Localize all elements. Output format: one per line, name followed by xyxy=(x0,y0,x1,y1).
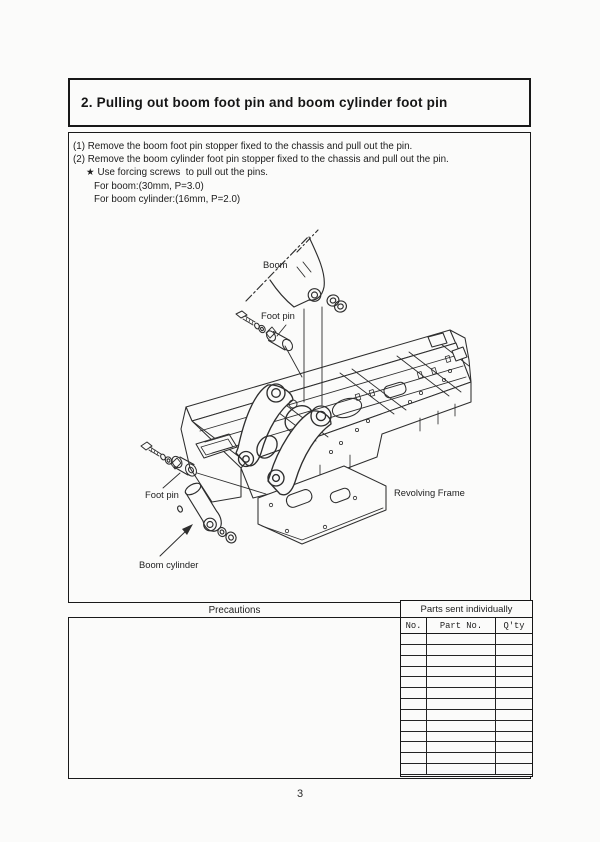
parts-table xyxy=(400,600,533,777)
instruction-step-1: (1) Remove the boom foot pin stopper fixed to the chassis and pull out the pin. xyxy=(73,141,413,152)
parts-empty-cell xyxy=(496,677,532,688)
instruction-note-text: Use forcing screws to pull out the pins. xyxy=(97,167,268,179)
instruction-step-2: (2) Remove the boom cylinder foot pin stopper fixed to the chassis and pull out the pin. xyxy=(73,154,449,166)
section-title: 2. Pulling out boom foot pin and boom cylinder foot pin xyxy=(81,95,448,110)
instruction-note xyxy=(86,166,523,179)
label-revolving-frame: Revolving Frame xyxy=(394,487,465,498)
parts-empty-cell xyxy=(401,753,427,764)
revolving-frame-diagram xyxy=(68,215,533,605)
label-foot-pin-upper: Foot pin xyxy=(261,310,295,321)
parts-empty-cell xyxy=(427,721,496,732)
parts-empty-cell xyxy=(496,753,532,764)
parts-col-qty: Q'ty xyxy=(503,620,525,631)
parts-empty-cell xyxy=(427,677,496,688)
parts-empty-cell xyxy=(427,699,496,710)
parts-empty-cell xyxy=(496,732,532,743)
parts-table-column-headers xyxy=(401,618,532,634)
parts-empty-cell xyxy=(401,699,427,710)
parts-empty-cell xyxy=(496,710,532,721)
parts-empty-cell xyxy=(496,634,532,645)
parts-col-partno: Part No. xyxy=(427,618,496,633)
parts-empty-cell xyxy=(427,688,496,699)
label-foot-pin-lower: Foot pin xyxy=(145,489,179,500)
parts-empty-cell xyxy=(401,634,427,645)
parts-empty-cell xyxy=(496,742,532,753)
parts-table-body xyxy=(401,634,532,776)
parts-empty-cell xyxy=(427,656,496,667)
parts-empty-cell xyxy=(496,656,532,667)
parts-empty-cell xyxy=(401,688,427,699)
page-number: 3 xyxy=(296,788,304,800)
parts-empty-cell xyxy=(401,721,427,732)
parts-empty-cell xyxy=(496,721,532,732)
parts-empty-cell xyxy=(496,645,532,656)
parts-empty-cell xyxy=(427,634,496,645)
star-icon: ★ xyxy=(86,167,95,179)
instruction-note-boom: For boom:(30mm, P=3.0) xyxy=(94,180,204,192)
parts-empty-cell xyxy=(401,645,427,656)
parts-col-no: No. xyxy=(401,618,427,633)
parts-empty-cell xyxy=(401,732,427,743)
parts-empty-cell xyxy=(496,688,532,699)
label-boom-cylinder: Boom cylinder xyxy=(139,559,199,570)
parts-empty-cell xyxy=(427,742,496,753)
instruction-note-cylinder: For boom cylinder:(16mm, P=2.0) xyxy=(94,193,241,205)
parts-table-title: Parts sent individually xyxy=(401,601,532,618)
parts-empty-cell xyxy=(496,764,532,775)
parts-empty-cell xyxy=(427,667,496,678)
parts-empty-cell xyxy=(401,656,427,667)
precautions-header xyxy=(68,602,401,618)
parts-empty-cell xyxy=(401,710,427,721)
parts-empty-cell xyxy=(427,764,496,775)
parts-empty-cell xyxy=(427,753,496,764)
parts-empty-cell xyxy=(496,667,532,678)
parts-empty-cell xyxy=(401,742,427,753)
parts-empty-cell xyxy=(401,764,427,775)
parts-empty-cell xyxy=(401,677,427,688)
parts-empty-cell xyxy=(401,667,427,678)
instruction-list xyxy=(73,140,523,206)
frame-structure xyxy=(181,330,471,544)
parts-empty-cell xyxy=(427,710,496,721)
parts-empty-cell xyxy=(427,645,496,656)
precautions-header-label: Precautions xyxy=(208,604,261,616)
boom-outline xyxy=(246,230,348,314)
parts-empty-cell xyxy=(496,699,532,710)
section-title-box xyxy=(68,78,531,127)
label-boom: Boom xyxy=(263,259,288,270)
parts-empty-cell xyxy=(427,732,496,743)
